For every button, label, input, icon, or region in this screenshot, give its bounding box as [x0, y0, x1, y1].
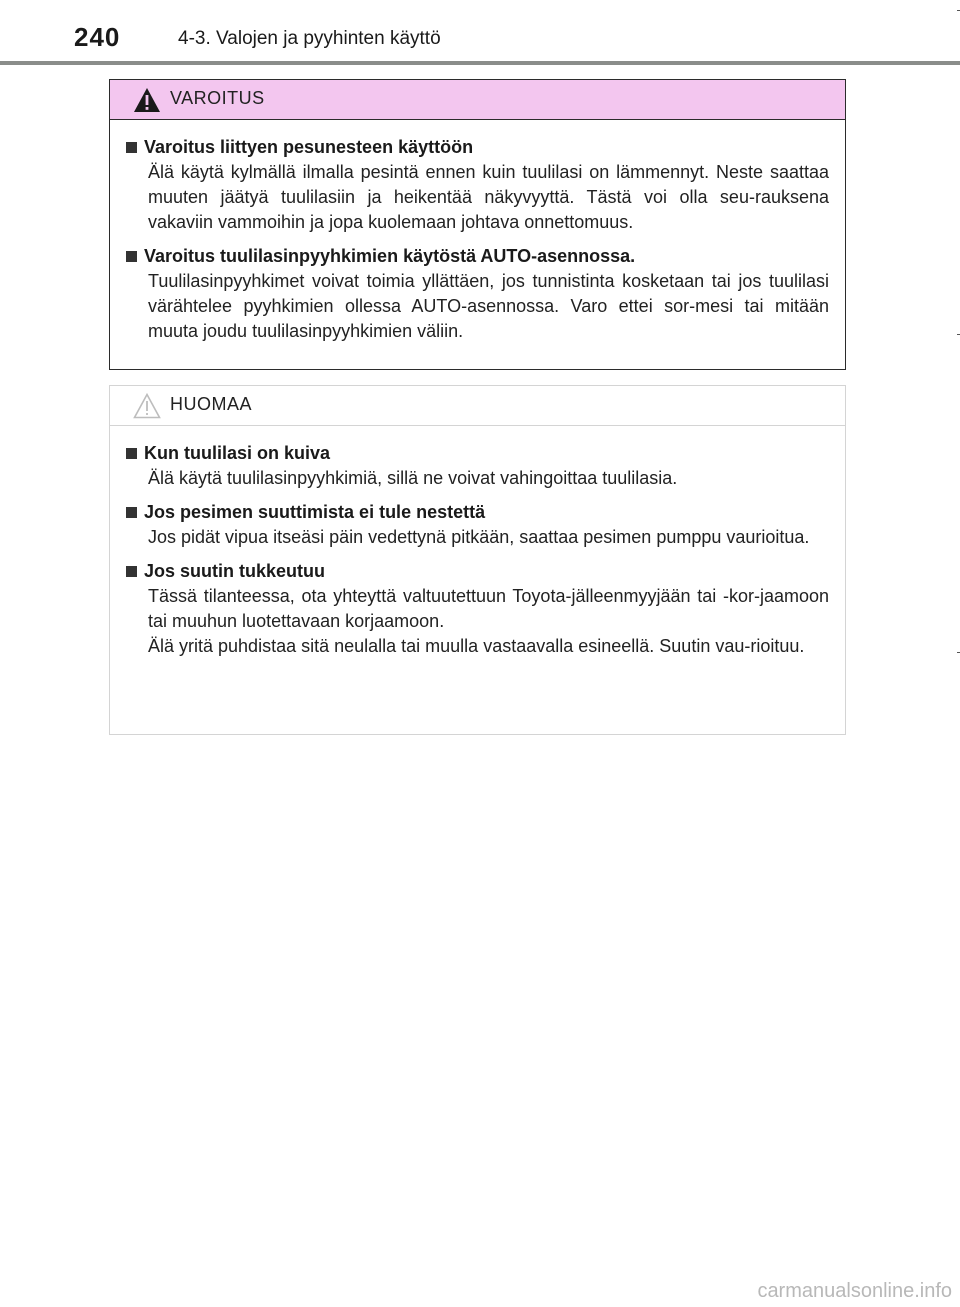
warning-item-text: Älä käytä kylmällä ilmalla pesintä ennen kuin tuulilasi on lämmennyt. Neste saattaa muuten jäätyä tuulilasiin ja heikentää näkyvyyttä. Tästä voi olla seu-rauksena vakaviin vammoihin ja jopa kuolemaan johtava onnettomuus.	[148, 162, 829, 232]
header-rule	[0, 61, 960, 65]
watermark: carmanualsonline.info	[757, 1280, 952, 1302]
square-bullet-icon	[126, 251, 137, 262]
warning-triangle-icon	[132, 86, 162, 114]
square-bullet-icon	[126, 142, 137, 153]
warning-box	[109, 79, 846, 370]
notice-item-text: Älä käytä tuulilasinpyyhkimiä, sillä ne voivat vahingoittaa tuulilasia.	[148, 468, 678, 488]
section-title: 4-3. Valojen ja pyyhinten käyttö	[178, 28, 441, 49]
notice-item-title: Jos pesimen suuttimista ei tule nestettä	[144, 502, 486, 522]
page-number: 240	[74, 22, 121, 52]
notice-item-text: Älä yritä puhdistaa sitä neulalla tai muulla vastaavalla esineellä. Suutin vau-rioituu.	[148, 636, 805, 656]
notice-box-body	[110, 426, 845, 659]
square-bullet-icon	[126, 448, 137, 459]
page-header	[0, 0, 960, 66]
warning-item	[126, 134, 829, 235]
warning-item-text: Tuulilasinpyyhkimet voivat toimia yllättäen, jos tunnistinta kosketaan tai jos tuulilasi värähtelee pyyhkimien ollessa AUTO-asennossa. Varo ettei sor-mesi tai mitään muuta joudu tuulilasinpyyhkimien väliin.	[148, 271, 829, 341]
square-bullet-icon	[126, 507, 137, 518]
warning-box-header	[110, 80, 845, 120]
notice-item	[126, 440, 829, 491]
notice-item-title: Jos suutin tukkeutuu	[144, 561, 326, 581]
notice-triangle-icon	[132, 392, 162, 420]
warning-item	[126, 243, 829, 344]
warning-box-label: VAROITUS	[170, 88, 265, 108]
warning-item-title: Varoitus tuulilasinpyyhkimien käytöstä AUTO-asennossa.	[144, 246, 636, 266]
notice-box-label: HUOMAA	[170, 394, 253, 414]
notice-box	[109, 385, 846, 735]
notice-item-text: Jos pidät vipua itseäsi päin vedettynä pitkään, saattaa pesimen pumppu vaurioitua.	[148, 527, 810, 547]
notice-item	[126, 558, 829, 659]
notice-item-text: Tässä tilanteessa, ota yhteyttä valtuutettuun Toyota-jälleenmyyjään tai -kor-jaamoon tai muuhun luotettavaan korjaamoon.	[148, 586, 829, 631]
notice-item-title: Kun tuulilasi on kuiva	[144, 443, 331, 463]
notice-item	[126, 499, 829, 550]
notice-box-header	[110, 386, 845, 426]
warning-box-body	[110, 120, 845, 344]
warning-item-title: Varoitus liittyen pesunesteen käyttöön	[144, 137, 474, 157]
square-bullet-icon	[126, 566, 137, 577]
